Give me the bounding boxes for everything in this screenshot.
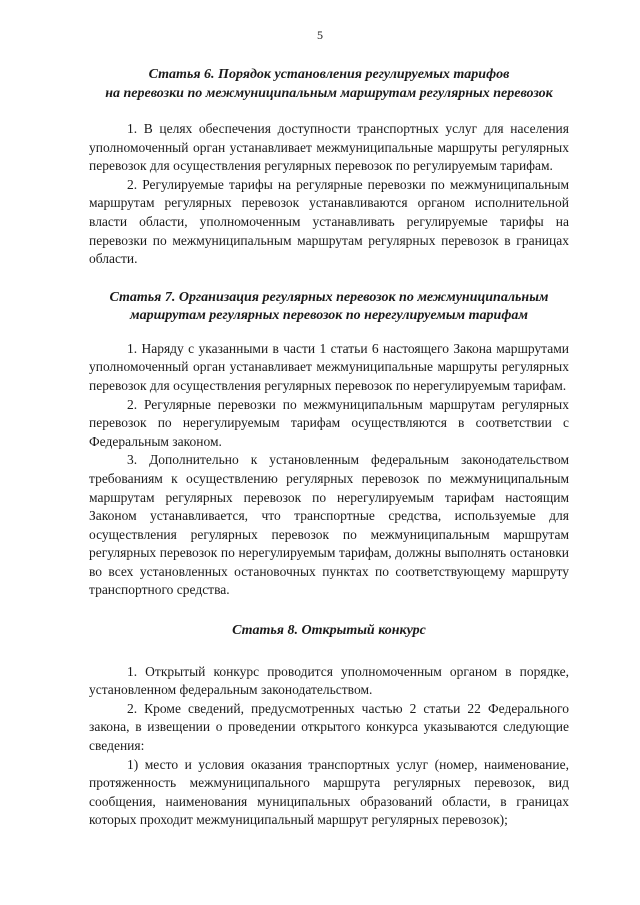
article-8 <box>89 622 569 830</box>
article-6-heading-line2: на перевозки по межмуниципальным маршрутам регулярных перевозок <box>105 85 553 101</box>
page-number: 5 <box>317 28 323 42</box>
article-7-heading-line2: маршрутам регулярных перевозок по нерегулируемым тарифам <box>130 308 528 324</box>
article-6-heading-line1: Статья 6. Порядок установления регулируемых тарифов <box>148 67 510 82</box>
article-6-paragraph-1: 1. В целях обеспечения доступности транспортных услуг для населения уполномоченный орган устанавливает межмуниципальные маршруты регулярных перевозок для осуществления регулярных перевозок по регулируемым тарифам. <box>89 121 569 174</box>
article-7-paragraph-1: 1. Наряду с указанными в части 1 статьи 6 настоящего Закона маршрутами уполномоченный орган устанавливает межмуниципальные маршруты регулярных перевозок для осуществления регулярных перевозок по нерегулируемым тарифам. <box>89 340 569 393</box>
article-8-heading: Статья 8. Открытый конкурс <box>232 623 426 639</box>
article-7-heading <box>89 289 569 326</box>
article-6-paragraph-2: 2. Регулируемые тарифы на регулярные перевозки по межмуниципальным маршрутам регулярных перевозок устанавливаются органом исполнительной власти области, уполномоченным устанавливать регулируемые тарифы на перевозки по межмуниципальным маршрутам регулярных перевозок в границах области. <box>89 176 569 267</box>
article-7-heading-line1: Статья 7. Организация регулярных перевозок по межмуниципальным <box>109 289 549 305</box>
article-6 <box>89 66 569 269</box>
document-body <box>89 66 569 830</box>
article-8-paragraph-3: 1) место и условия оказания транспортных услуг (номер, наименование, протяженность межмуниципального маршрута регулярных перевозок, вид сообщения, наименования муниципальных образований области, в границах которых проходит межмуниципальный маршрут регулярных перевозок); <box>89 756 569 828</box>
article-7-paragraph-2: 2. Регулярные перевозки по межмуниципальным маршрутам регулярных перевозок по нерегулируемым тарифам осуществляются в соответствии с Федеральным законом. <box>89 396 569 449</box>
article-7 <box>89 289 569 600</box>
article-8-paragraph-2: 2. Кроме сведений, предусмотренных частью 2 статьи 22 Федерального закона, в извещении о проведении открытого конкурса указываются следующие сведения: <box>89 700 569 753</box>
article-7-paragraph-3: 3. Дополнительно к установленным федеральным законодательством требованиям к осуществлению регулярных перевозок по межмуниципальным маршрутам регулярных перевозок по нерегулируемым тарифам настоящим Законом устанавливается, что транспортные средства, используемые для осуществления регулярных перевозок по межмуниципальным маршрутам регулярных перевозок по нерегулируемым тарифам, должны выполнять остановки во всех установленных остановочных пунктах по соответствующему маршруту транспортного средства. <box>89 452 569 598</box>
article-6-heading <box>89 66 569 103</box>
article-8-paragraph-1: 1. Открытый конкурс проводится уполномоченным органом в порядке, установленном федеральным законодательством. <box>89 663 569 698</box>
